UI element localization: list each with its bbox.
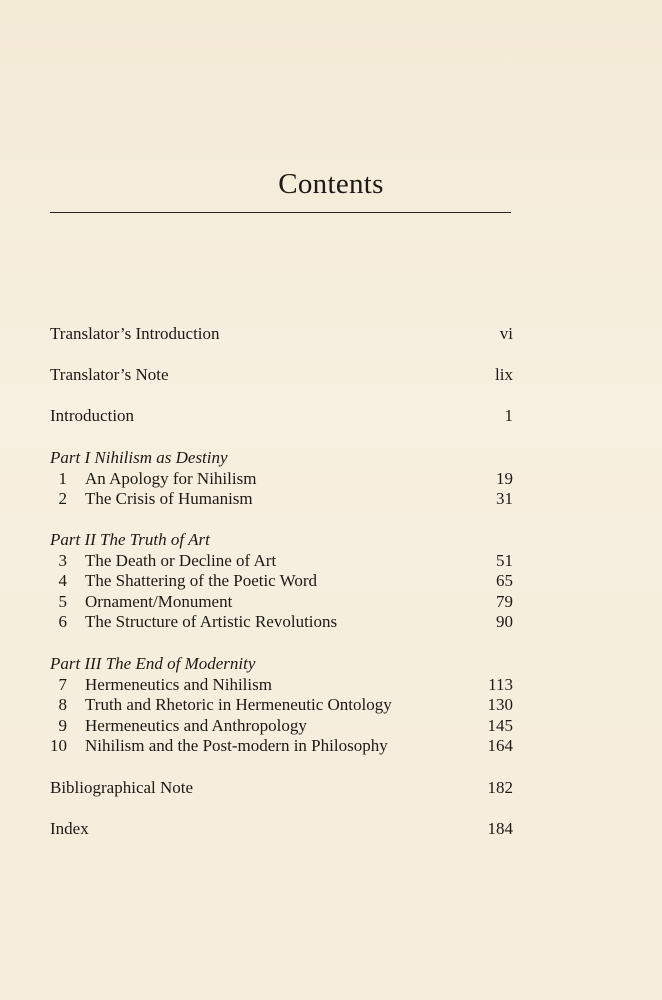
entry-title: Introduction <box>50 406 135 425</box>
page-number: 182 <box>487 778 513 797</box>
toc-entry <box>50 405 513 427</box>
entry-title: An Apology for Nihilism <box>85 469 257 488</box>
toc-chapter-entry <box>50 550 513 572</box>
chapter-number: 2 <box>58 489 67 508</box>
page-number: 1 <box>504 406 513 425</box>
entry-title: Translator’s Introduction <box>50 324 220 343</box>
toc-part-heading <box>50 653 513 675</box>
toc-entry <box>50 777 513 799</box>
toc-chapter-entry <box>50 570 513 592</box>
page-number: 51 <box>496 551 513 570</box>
entry-title: Nihilism and the Post-modern in Philosophy <box>85 736 388 755</box>
chapter-number: 7 <box>58 675 67 694</box>
page-number: 31 <box>496 489 513 508</box>
page-number: 19 <box>496 469 513 488</box>
page-number: 164 <box>487 736 513 755</box>
chapter-number: 6 <box>58 612 67 631</box>
part-title: Part I Nihilism as Destiny <box>50 448 228 467</box>
entry-title: Truth and Rhetoric in Hermeneutic Ontology <box>85 695 392 714</box>
page-number: 65 <box>496 571 513 590</box>
page-number: 90 <box>496 612 513 631</box>
page-number: 130 <box>487 695 513 714</box>
part-title: Part III The End of Modernity <box>50 654 256 673</box>
toc-entry <box>50 364 513 386</box>
entry-title: Hermeneutics and Anthropology <box>85 716 307 735</box>
toc-chapter-entry <box>50 488 513 510</box>
entry-title: The Crisis of Humanism <box>85 489 253 508</box>
entry-title: Ornament/Monument <box>85 592 233 611</box>
title-rule <box>50 212 511 213</box>
page-number: lix <box>495 365 513 384</box>
entry-title: Bibliographical Note <box>50 778 194 797</box>
toc-chapter-entry <box>50 611 513 633</box>
chapter-number: 8 <box>58 695 67 714</box>
toc-entry <box>50 818 513 840</box>
page-number: vi <box>499 324 513 343</box>
toc-chapter-entry <box>50 715 513 737</box>
toc-part-heading <box>50 529 513 551</box>
toc-chapter-entry <box>50 674 513 696</box>
entry-title: Hermeneutics and Nihilism <box>85 675 272 694</box>
toc-entry <box>50 323 513 345</box>
chapter-number: 3 <box>58 551 67 570</box>
entry-title: The Shattering of the Poetic Word <box>85 571 318 590</box>
chapter-number: 10 <box>50 736 67 755</box>
chapter-number: 5 <box>58 592 67 611</box>
page-number: 113 <box>488 675 513 694</box>
part-title: Part II The Truth of Art <box>50 530 210 549</box>
toc-chapter-entry <box>50 694 513 716</box>
toc-chapter-entry <box>50 735 513 757</box>
entry-title: Translator’s Note <box>50 365 169 384</box>
toc-chapter-entry <box>50 591 513 613</box>
chapter-number: 4 <box>58 571 67 590</box>
page-number: 145 <box>487 716 513 735</box>
chapter-number: 1 <box>58 469 67 488</box>
chapter-number: 9 <box>58 716 67 735</box>
entry-title: The Structure of Artistic Revolutions <box>85 612 338 631</box>
page-number: 184 <box>487 819 513 838</box>
page-title: Contents <box>278 168 384 200</box>
entry-title: The Death or Decline of Art <box>85 551 277 570</box>
toc-part-heading <box>50 447 513 469</box>
entry-title: Index <box>50 819 89 838</box>
page-number: 79 <box>496 592 513 611</box>
toc-chapter-entry <box>50 468 513 490</box>
